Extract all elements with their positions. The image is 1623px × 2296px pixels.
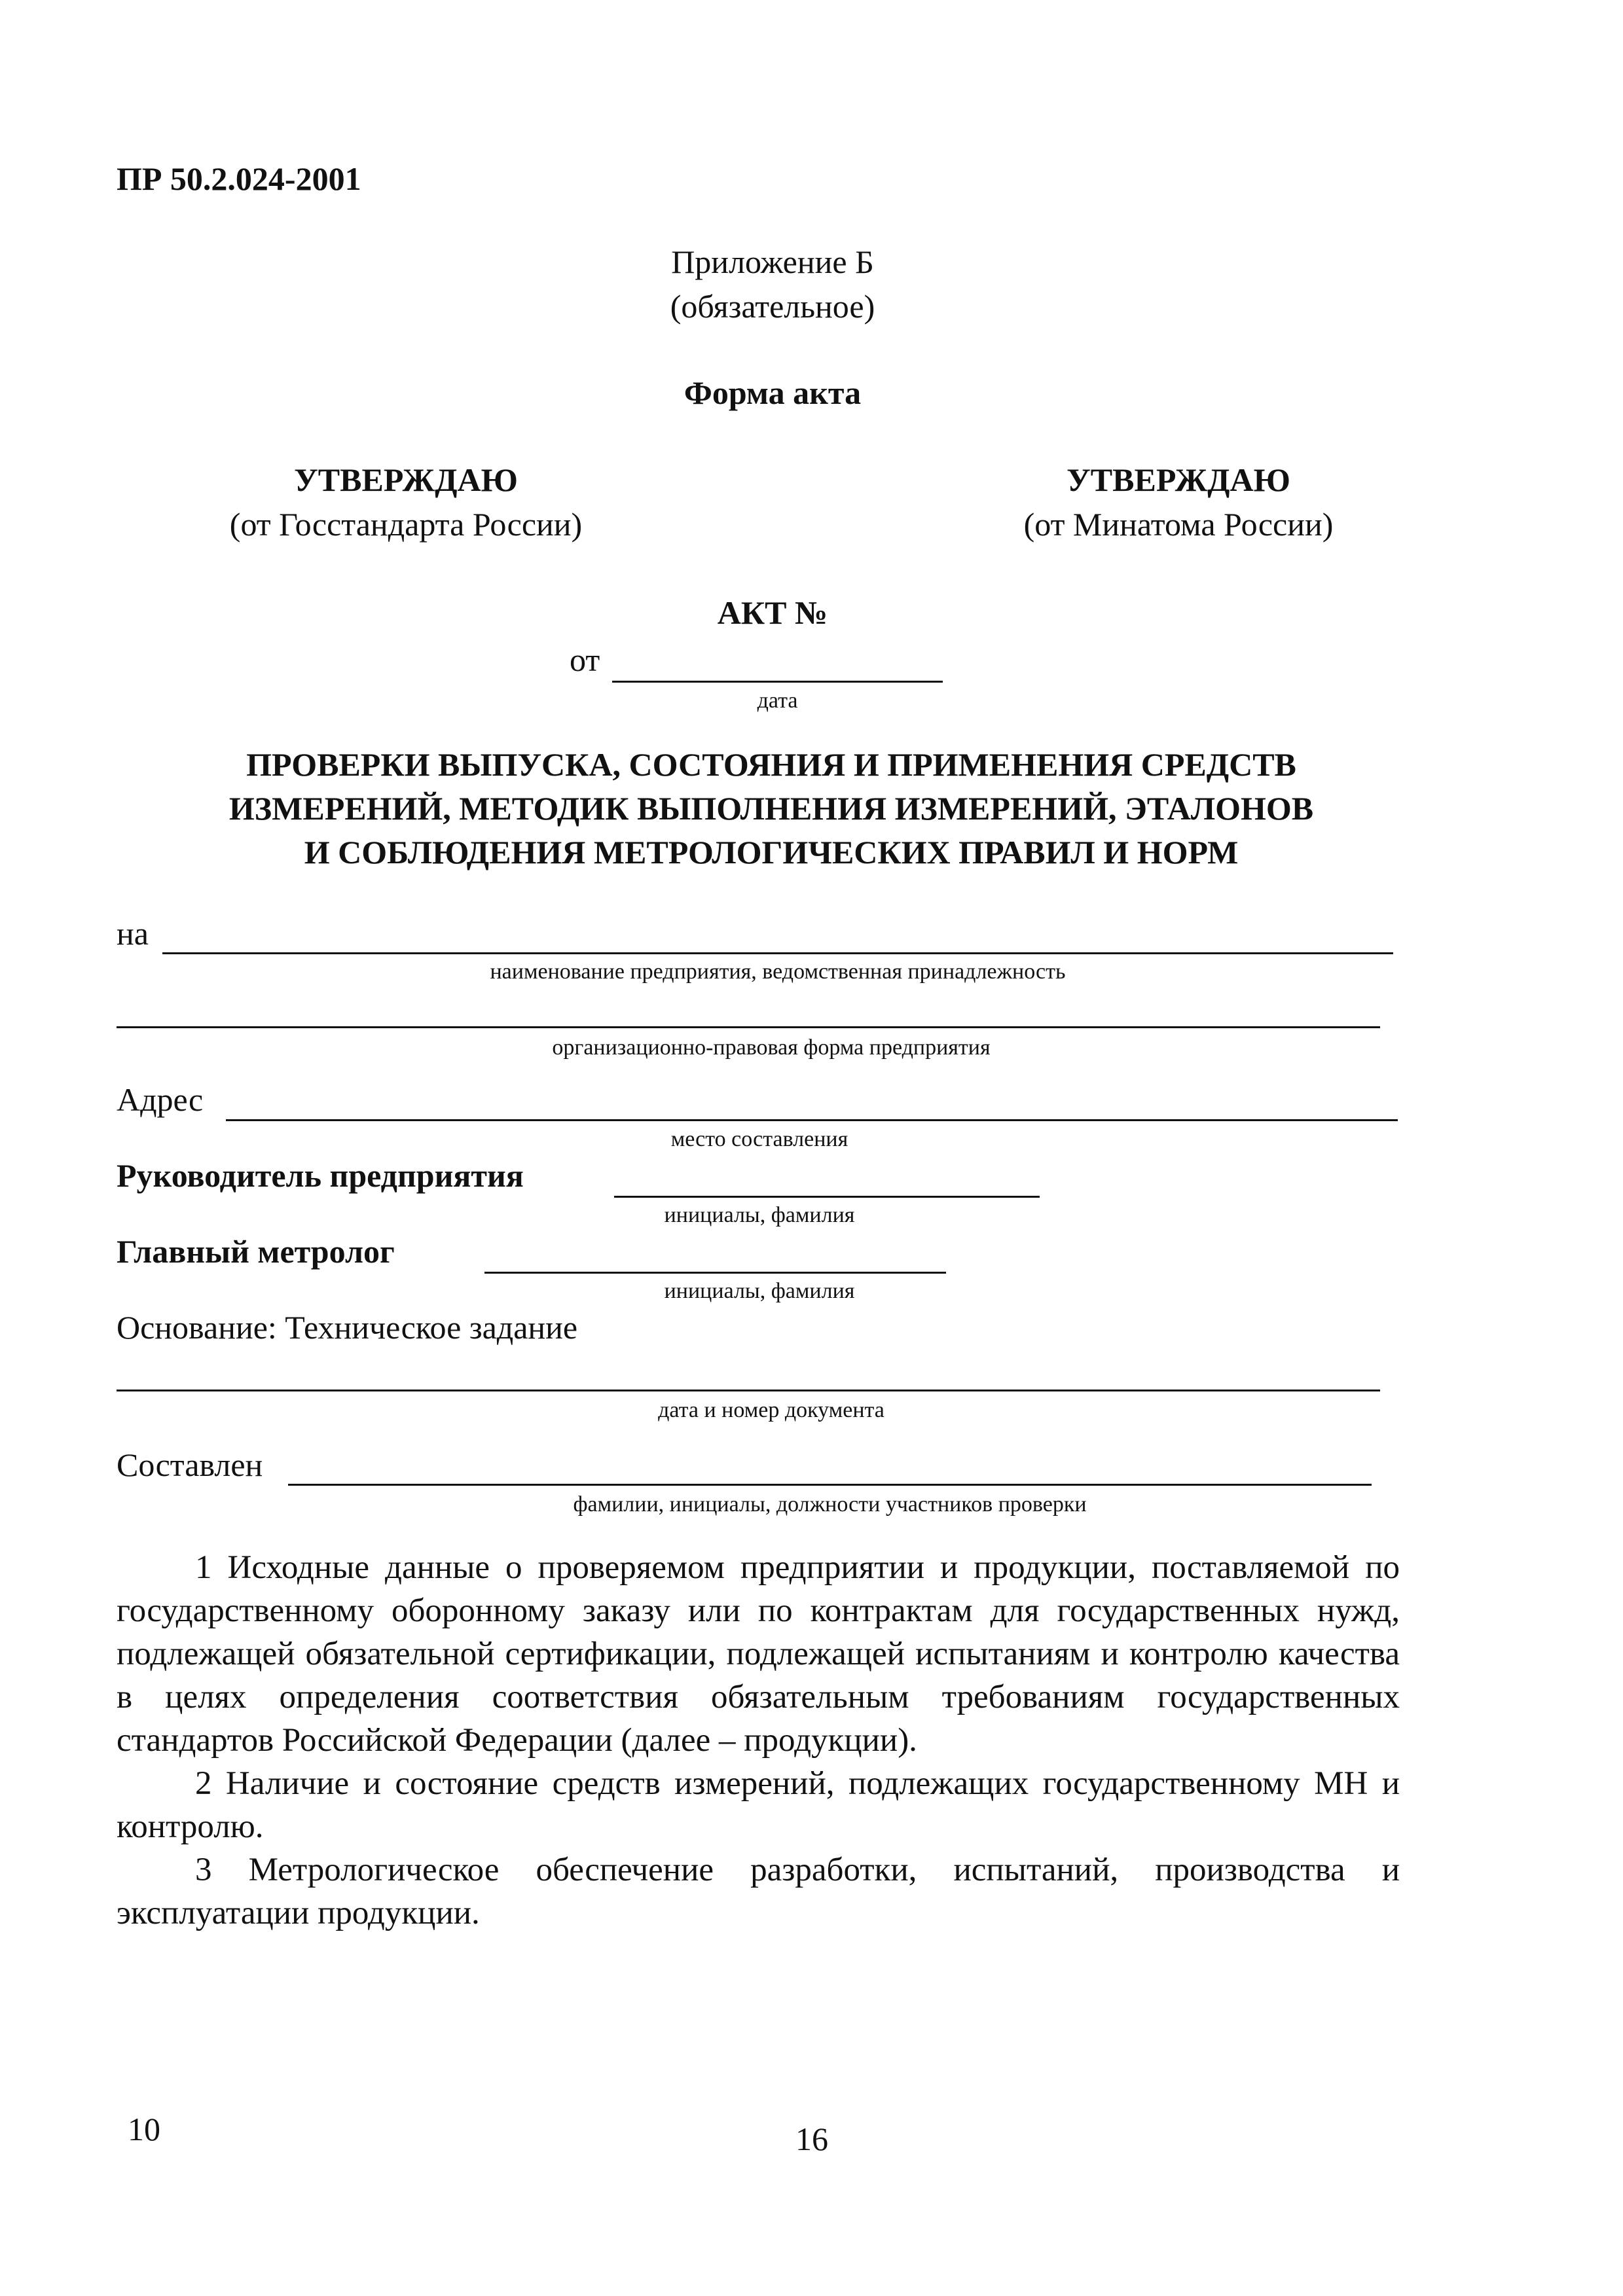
org-form-caption: организационно-правовая форма предприятия [552,1035,991,1060]
appendix-title: Приложение Б [671,243,874,280]
paragraph-1: 1 Исходные данные о проверяемом предприятии и продукции, поставляемой по государственному оборонному заказу или по контрактам для государственных нужд, подлежащей обязательной сертификации, подлежащей испытаниям и контролю качества в целях определения соответствия обязательным требованиям государственных стандартов Российской Федерации (далее – продукции). [117,1549,1400,1759]
address-caption: место составления [670,1127,848,1151]
enterprise-name-line [162,952,1393,954]
director-label: Руководитель предприятия [117,1157,524,1194]
org-form-line [117,1026,1380,1028]
heading-line-2: ИЗМЕРЕНИЙ, МЕТОДИК ВЫПОЛНЕНИЯ ИЗМЕРЕНИЙ, ЭТАЛОНОВ [228,790,1314,827]
document-code: ПР 50.2.024-2001 [117,160,361,197]
paragraph-3: 3 Метрологическое обеспечение разработки, испытаний, производства и эксплуатации продукции. [117,1852,1400,1931]
act-title: АКТ № [717,594,828,631]
basis-caption: дата и номер документа [658,1398,884,1422]
heading-line-1: ПРОВЕРКИ ВЫПУСКА, СОСТОЯНИЯ И ПРИМЕНЕНИЯ СРЕДСТВ [246,746,1296,783]
metrologist-line [484,1272,946,1274]
act-from-label: от [570,641,600,678]
address-line [226,1119,1398,1121]
address-label: Адрес [117,1081,204,1118]
body-text [117,1546,1400,1935]
basis-label: Основание: Техническое задание [117,1309,578,1346]
enterprise-name-caption: наименование предприятия, ведомственная принадлежность [490,960,1066,984]
compiled-caption: фамилии, инициалы, должности участников проверки [573,1492,1087,1516]
footer-left-page-number: 10 [128,2111,160,2147]
heading-line-3: И СОБЛЮДЕНИЯ МЕТРОЛОГИЧЕСКИХ ПРАВИЛ И НОРМ [304,834,1239,870]
compiled-line [288,1484,1372,1486]
approve-right-word: УТВЕРЖДАЮ [1067,461,1290,498]
on-label: на [117,915,149,952]
act-date-caption: дата [757,689,798,713]
metrologist-label: Главный метролог [117,1233,395,1270]
basis-line [117,1390,1380,1391]
form-title: Форма акта [684,374,862,411]
approve-left-from: (от Госстандарта России) [229,506,583,543]
compiled-label: Составлен [117,1446,263,1483]
director-caption: инициалы, фамилия [664,1203,855,1227]
appendix-note: (обязательное) [670,288,875,325]
metrologist-caption: инициалы, фамилия [664,1279,855,1303]
approve-right-from: (от Минатома России) [1023,506,1334,543]
act-date-line [612,681,943,683]
footer-center-page-number: 16 [795,2121,828,2157]
paragraph-2: 2 Наличие и состояние средств измерений, подлежащих государственному МН и контролю. [117,1765,1400,1845]
approve-left-word: УТВЕРЖДАЮ [294,461,518,498]
director-line [614,1196,1040,1198]
